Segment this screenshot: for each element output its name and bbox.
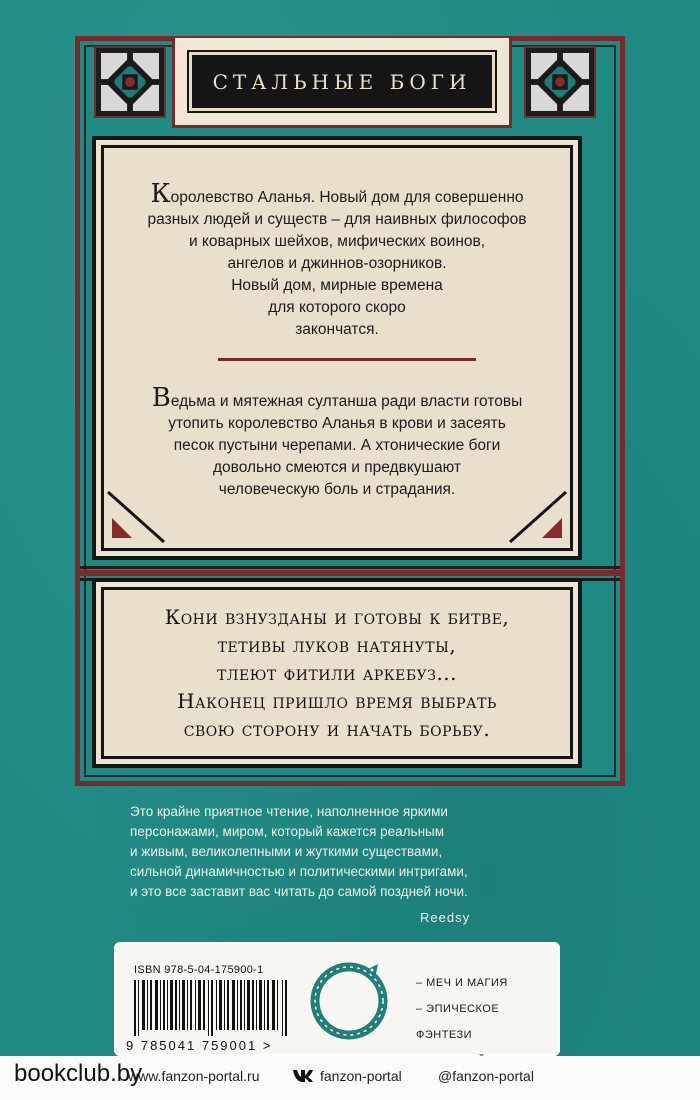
title-strip: [172, 38, 512, 128]
synopsis-line: и коварных шейхов, мифических воинов,: [188, 233, 486, 250]
info-box: [114, 942, 560, 1056]
synopsis-line: разных людей и существ – для наивных философов: [147, 211, 527, 228]
review-line: и это все заставит вас читать до самой поздней ночи.: [130, 884, 468, 899]
title-box: [189, 52, 495, 111]
review-text: [130, 802, 550, 902]
synopsis-line: ангелов и джиннов-озорников.: [227, 255, 447, 272]
synopsis-line: оролевство Аланья. Новый дом для совершенно: [170, 189, 524, 206]
genre-item: – ЭПИЧЕСКОЕ ФЭНТЕЗИ: [416, 1003, 500, 1041]
drop-cap: В: [151, 383, 171, 413]
barcode-icon: [134, 980, 290, 1036]
synopsis-line: для которого скоро: [268, 299, 406, 316]
synopsis-line: закончатся.: [295, 321, 379, 338]
social-handle-link[interactable]: @fanzon-portal: [438, 1068, 534, 1084]
website-link[interactable]: www.fanzon-portal.ru: [128, 1068, 260, 1084]
review-line: Это крайне приятное чтение, наполненное яркими: [130, 804, 448, 819]
synopsis-line: едьма и мятежная султанша ради власти готовы: [170, 393, 523, 410]
footer-bar: [0, 1056, 700, 1100]
isbn-label: ISBN 978-5-04-175900-1: [134, 964, 264, 976]
synopsis-line: песок пустыни черепами. А хтонические боги: [173, 437, 501, 454]
series-title: СТАЛЬНЫЕ БОГИ: [212, 69, 472, 94]
review-source: Reedsy: [420, 910, 471, 925]
vk-link[interactable]: fanzon-portal: [320, 1068, 402, 1084]
quote-line: Наконец пришло время выбрать: [177, 689, 497, 713]
quote-line: свою сторону и начать борьбу.: [183, 717, 491, 741]
divider-bar: [80, 566, 620, 569]
synopsis-line: Новый дом, мирные времена: [231, 277, 443, 294]
review-line: сильной динамичностью и политическими интригами,: [130, 864, 468, 879]
corner-triangle-left-icon: [108, 492, 166, 544]
synopsis-line: довольно смеются и предвкушают: [213, 459, 461, 476]
drop-cap: К: [150, 179, 171, 209]
bookclub-watermark[interactable]: bookclub.by: [14, 1060, 143, 1087]
quote-line: тетивы луков натянуты,: [217, 633, 457, 657]
ornament-right-icon: [526, 48, 594, 116]
quote-line: Кони взнузданы и готовы к битве,: [164, 605, 510, 629]
synopsis-line: утопить королевство Аланья в крови и засеять: [168, 415, 506, 432]
review-line: и живым, великолепными и жуткими существами,: [130, 844, 443, 859]
divider-bar: [80, 570, 620, 576]
corner-triangle-right-icon: [508, 492, 566, 544]
synopsis-paragraph-1: [122, 179, 552, 341]
synopsis-line: человеческую боль и страдания.: [218, 481, 456, 498]
synopsis-panel: [92, 136, 582, 560]
synopsis-paragraph-2: [122, 383, 552, 501]
section-divider: [218, 358, 476, 361]
genre-item: – МЕЧ И МАГИЯ: [416, 977, 508, 989]
review-line: персонажами, миром, который кажется реальным: [130, 824, 445, 839]
vk-icon: [292, 1069, 314, 1083]
ouroboros-logo-icon: [306, 958, 392, 1044]
ornament-left-icon: [96, 48, 164, 116]
quote-line: тлеют фитили аркебуз...: [216, 661, 458, 685]
quote-panel: [92, 578, 582, 768]
isbn-digits: 9 785041 759001 >: [126, 1038, 273, 1053]
